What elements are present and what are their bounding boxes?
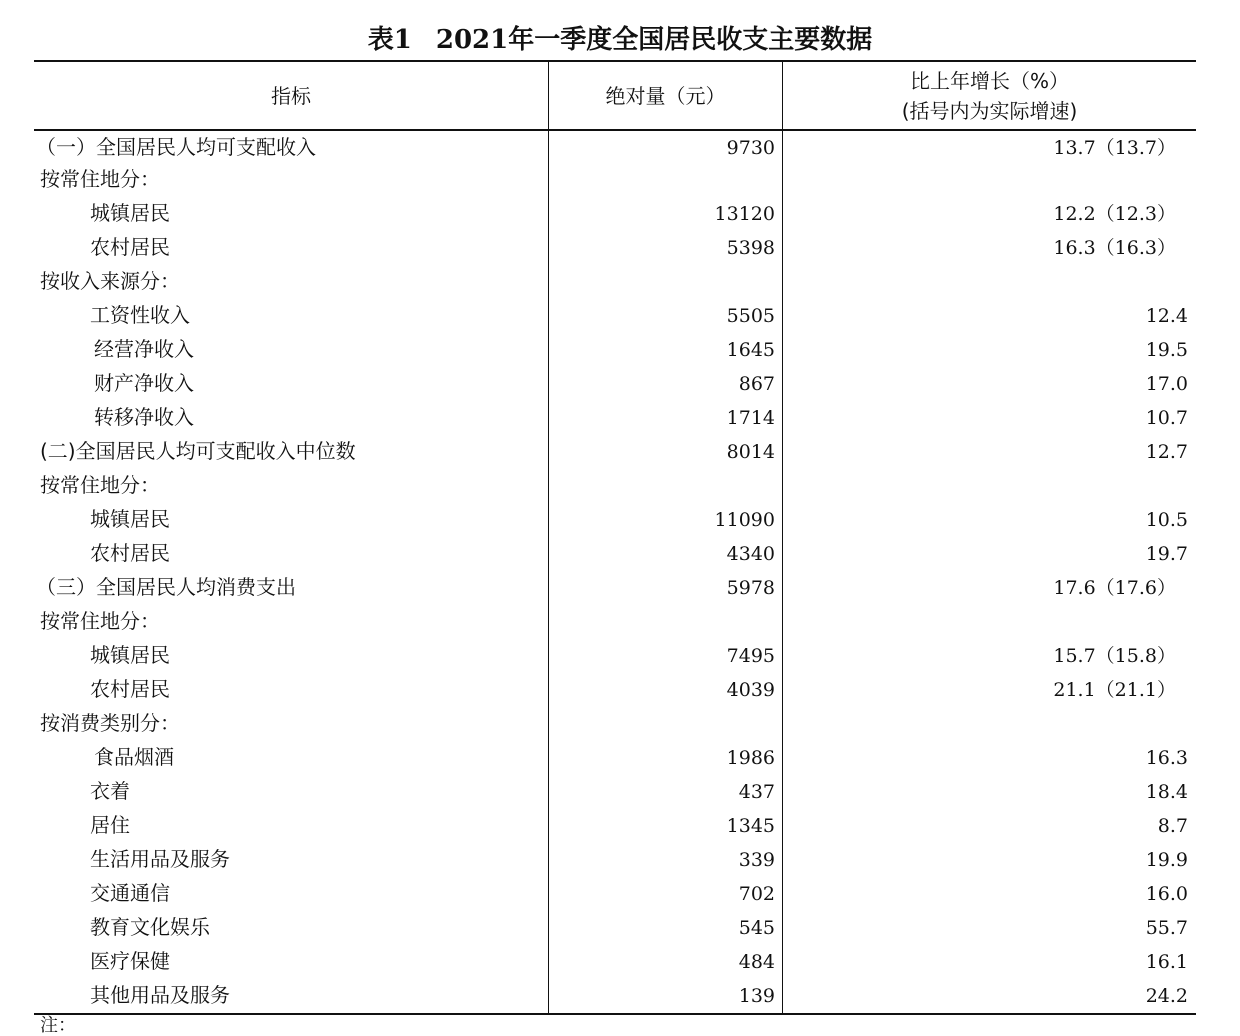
row-label: 居住	[90, 813, 130, 837]
row-label: (二)全国居民人均可支配收入中位数	[40, 439, 356, 463]
table-row	[34, 876, 1196, 910]
row-absolute-value: 702	[738, 883, 775, 905]
row-label: 财产净收入	[94, 371, 194, 395]
row-absolute-value: 4039	[726, 679, 775, 701]
row-absolute-value: 11090	[714, 509, 775, 531]
row-growth-value	[783, 604, 1188, 638]
row-growth-value: 17.6（17.6）	[1053, 577, 1176, 599]
table-bottom-rule	[34, 1013, 1196, 1015]
row-growth-value: 18.4	[1145, 781, 1188, 803]
row-label: 经营净收入	[94, 337, 194, 361]
row-absolute-value	[549, 706, 775, 740]
row-growth-value: 12.2（12.3）	[1053, 203, 1176, 225]
row-absolute-value: 7495	[726, 645, 775, 667]
row-absolute-value: 1645	[726, 339, 775, 361]
table-row	[34, 672, 1196, 706]
table-row	[34, 434, 1196, 468]
row-absolute-value: 4340	[726, 543, 775, 565]
row-absolute-value	[549, 162, 775, 196]
row-absolute-value: 1345	[726, 815, 775, 837]
row-growth-value: 19.7	[1145, 543, 1188, 565]
row-label: （三）全国居民人均消费支出	[36, 575, 296, 599]
row-absolute-value: 339	[738, 849, 775, 871]
table-row	[34, 774, 1196, 808]
row-growth-value: 24.2	[1145, 985, 1188, 1007]
row-absolute-value: 5505	[726, 305, 775, 327]
row-growth-value: 16.0	[1145, 883, 1188, 905]
row-label: 其他用品及服务	[90, 983, 230, 1007]
row-growth-value: 16.3	[1145, 747, 1188, 769]
row-label: 农村居民	[90, 677, 170, 701]
row-label: 交通通信	[90, 881, 170, 905]
header-indicator: 指标	[271, 83, 311, 108]
table-row	[34, 298, 1196, 332]
row-label: 生活用品及服务	[90, 847, 230, 871]
table-row	[34, 978, 1196, 1012]
row-growth-value: 12.4	[1145, 305, 1188, 327]
row-absolute-value: 8014	[726, 441, 775, 463]
row-growth-value: 17.0	[1145, 373, 1188, 395]
table-row	[34, 842, 1196, 876]
row-absolute-value: 9730	[726, 137, 775, 159]
row-label: 工资性收入	[90, 303, 190, 327]
table-row	[34, 196, 1196, 230]
table-row	[34, 740, 1196, 774]
table-row	[34, 366, 1196, 400]
row-label: （一）全国居民人均可支配收入	[36, 135, 316, 159]
row-growth-value: 19.9	[1145, 849, 1188, 871]
row-absolute-value: 13120	[714, 203, 775, 225]
table-row	[34, 400, 1196, 434]
table-row	[34, 706, 1196, 740]
row-absolute-value: 1714	[726, 407, 775, 429]
row-absolute-value	[549, 468, 775, 502]
row-absolute-value: 437	[738, 781, 775, 803]
header-growth	[783, 62, 1196, 129]
table-row	[34, 468, 1196, 502]
table-row	[34, 944, 1196, 978]
row-growth-value: 21.1（21.1）	[1053, 679, 1176, 701]
row-growth-value: 19.5	[1145, 339, 1188, 361]
header-absolute: 绝对量（元）	[605, 83, 726, 108]
row-label: 按常住地分：	[40, 609, 160, 633]
row-growth-value	[783, 162, 1188, 196]
row-label: 转移净收入	[94, 405, 194, 429]
row-absolute-value: 1986	[726, 747, 775, 769]
row-absolute-value: 867	[738, 373, 775, 395]
row-growth-value: 12.7	[1145, 441, 1188, 463]
table-row	[34, 502, 1196, 536]
row-growth-value	[783, 706, 1188, 740]
row-growth-value: 16.3（16.3）	[1053, 237, 1176, 259]
table-number: 表1	[367, 25, 412, 55]
header-growth-line1: 比上年增长（%）	[909, 68, 1069, 93]
table-row	[34, 808, 1196, 842]
row-growth-value: 13.7（13.7）	[1053, 137, 1176, 159]
table-title	[0, 18, 1240, 62]
row-absolute-value	[549, 604, 775, 638]
table-row	[34, 230, 1196, 264]
row-absolute-value: 545	[738, 917, 775, 939]
table-row	[34, 332, 1196, 366]
row-absolute-value: 139	[738, 985, 775, 1007]
row-label: 城镇居民	[90, 201, 170, 225]
row-label: 农村居民	[90, 235, 170, 259]
table-title-text: 2021年一季度全国居民收支主要数据	[435, 25, 873, 55]
row-growth-value: 10.7	[1145, 407, 1188, 429]
row-growth-value: 10.5	[1145, 509, 1188, 531]
row-absolute-value	[549, 264, 775, 298]
row-label: 衣着	[90, 779, 130, 803]
row-growth-value: 55.7	[1145, 917, 1188, 939]
row-label: 医疗保健	[90, 949, 170, 973]
table-row	[34, 264, 1196, 298]
row-label: 按常住地分：	[40, 473, 160, 497]
row-growth-value: 8.7	[1157, 815, 1188, 837]
row-absolute-value: 5978	[726, 577, 775, 599]
table-row	[34, 910, 1196, 944]
row-label: 教育文化娱乐	[90, 915, 210, 939]
header-growth-line2: (括号内为实际增速)	[901, 98, 1078, 123]
row-growth-value: 16.1	[1145, 951, 1188, 973]
row-absolute-value: 484	[738, 951, 775, 973]
table-note: 注：	[40, 1015, 76, 1036]
row-label: 城镇居民	[90, 507, 170, 531]
row-label: 农村居民	[90, 541, 170, 565]
table-row	[34, 536, 1196, 570]
table-row	[34, 162, 1196, 196]
table-row	[34, 570, 1196, 604]
table-row	[34, 130, 1196, 164]
row-absolute-value: 5398	[726, 237, 775, 259]
row-label: 城镇居民	[90, 643, 170, 667]
row-label: 按常住地分：	[40, 167, 160, 191]
table-row	[34, 604, 1196, 638]
row-label: 食品烟酒	[94, 745, 174, 769]
table-row	[34, 638, 1196, 672]
row-label: 按消费类别分：	[40, 711, 180, 735]
row-growth-value	[783, 264, 1188, 298]
row-label: 按收入来源分：	[40, 269, 180, 293]
row-growth-value	[783, 468, 1188, 502]
row-growth-value: 15.7（15.8）	[1053, 645, 1176, 667]
